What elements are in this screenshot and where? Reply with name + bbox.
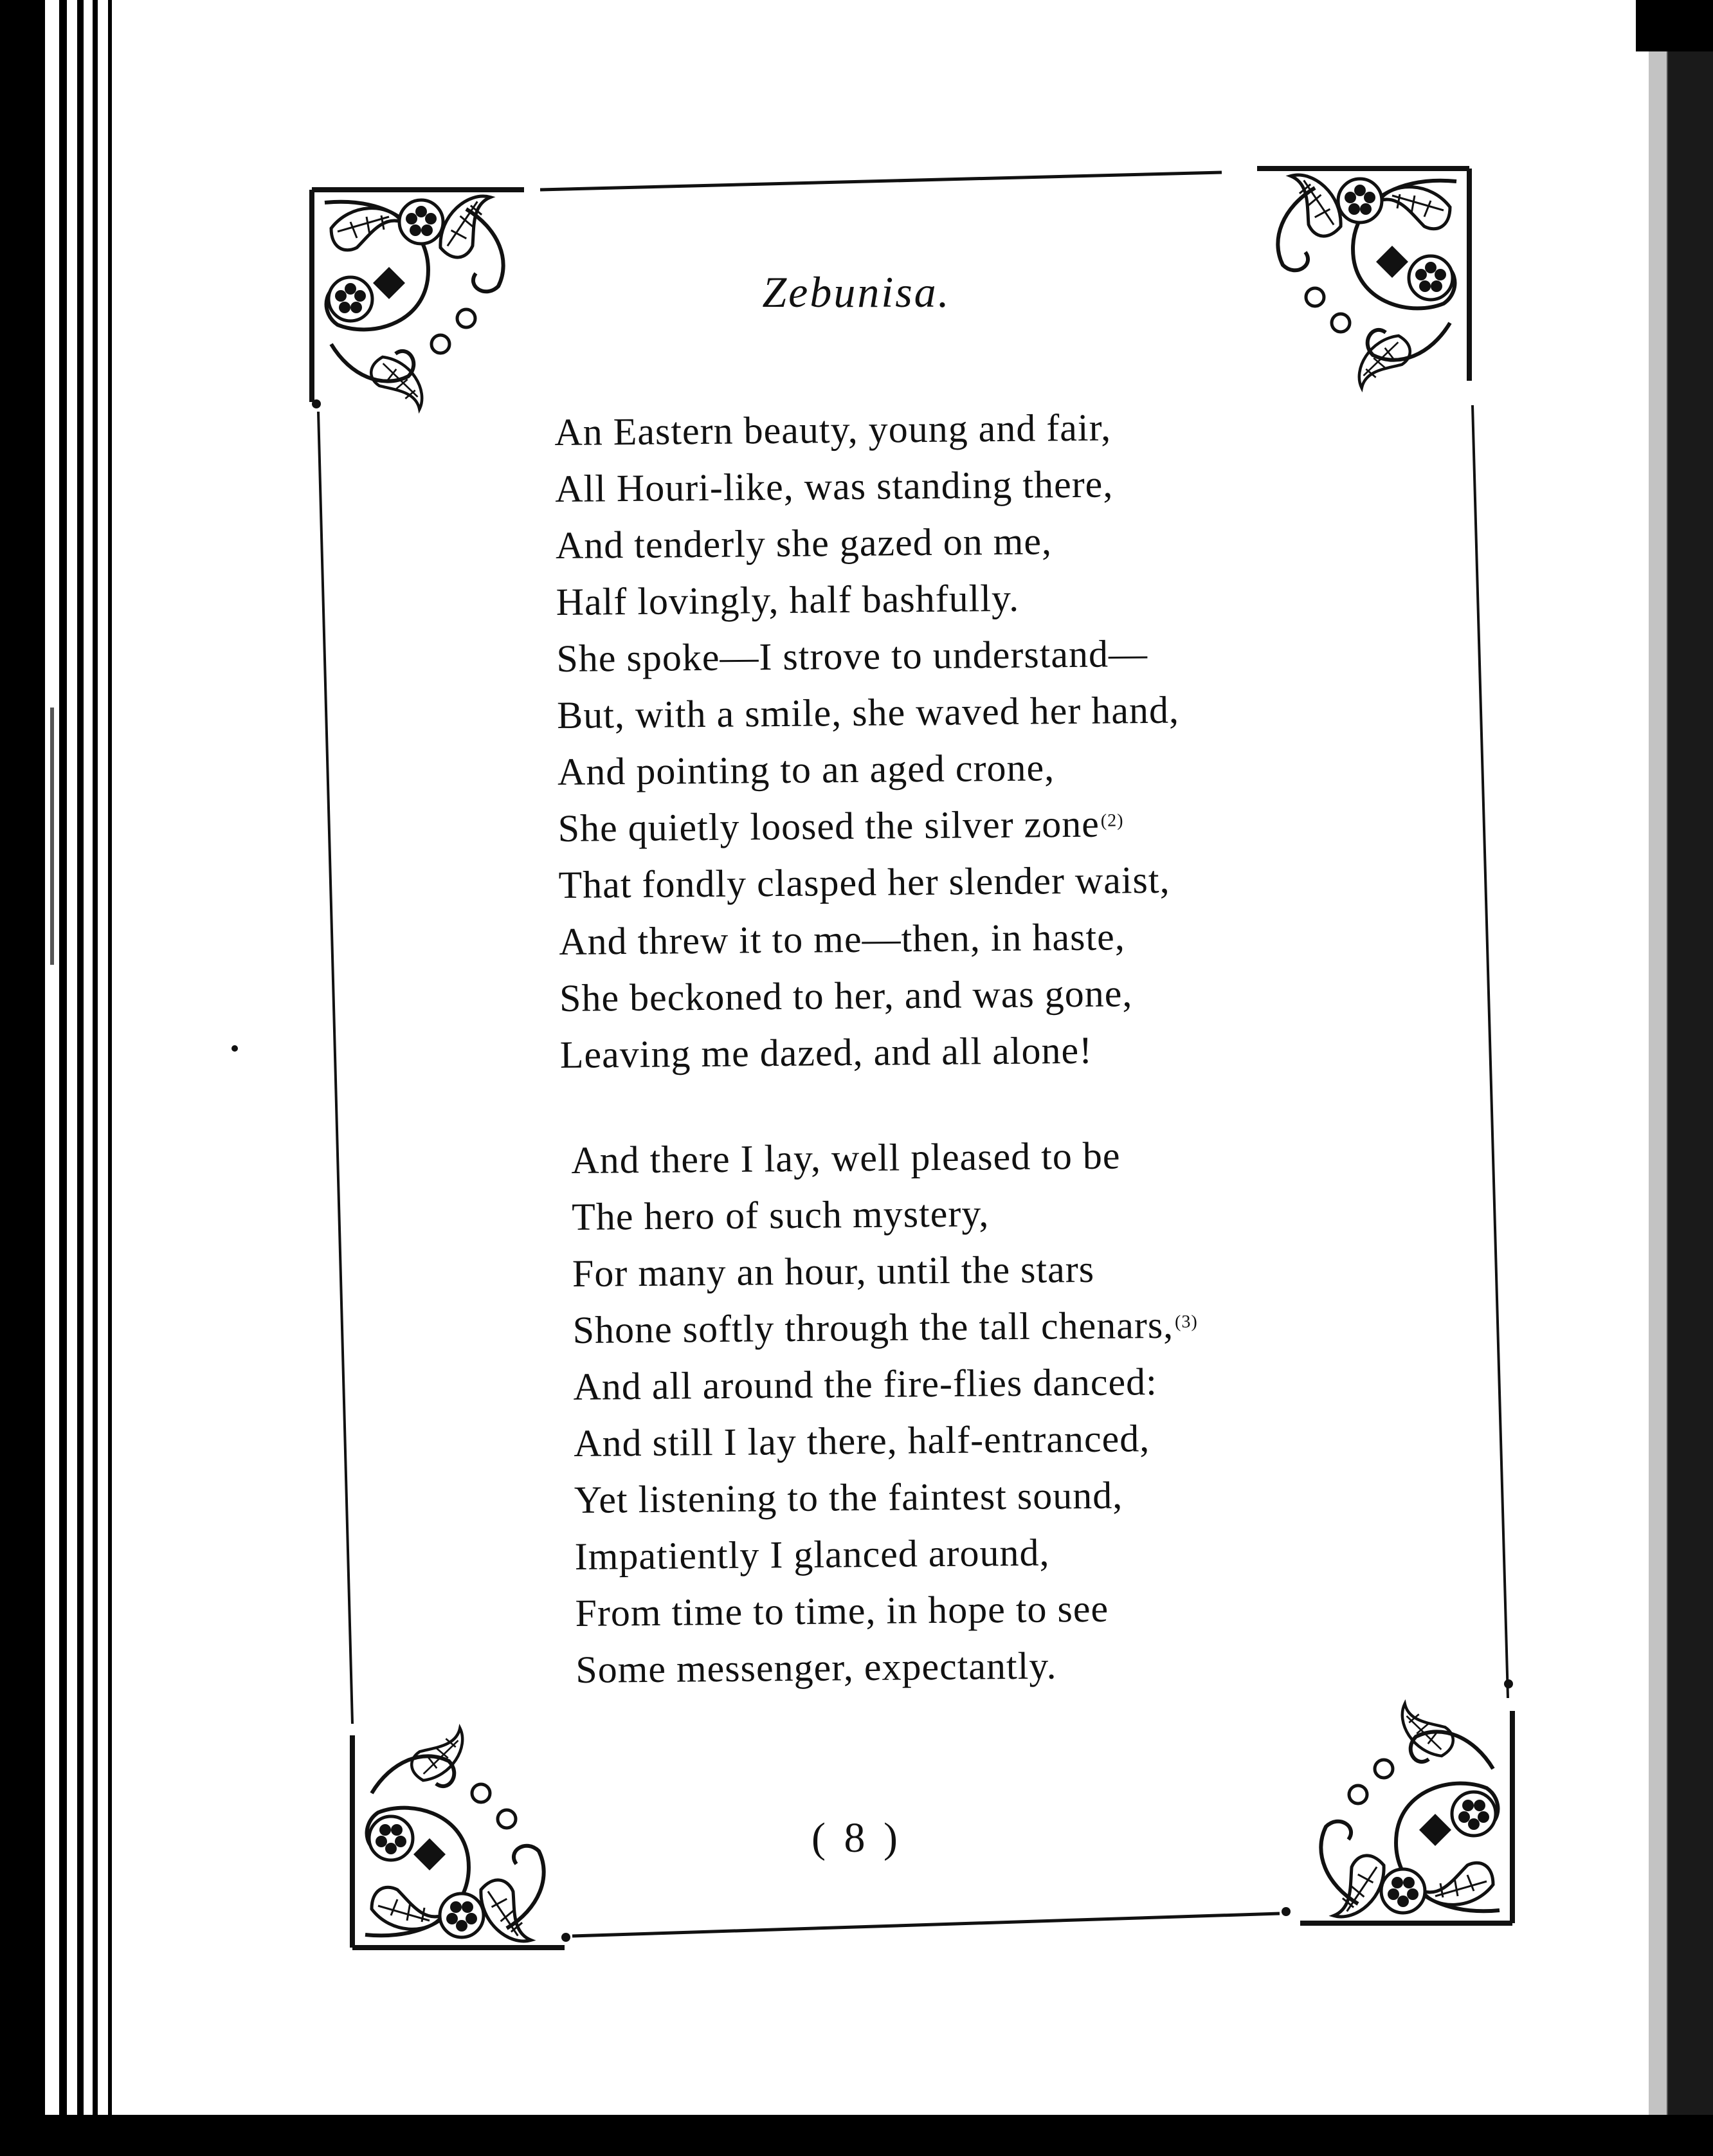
poem-line: Yet listening to the faintest sound,: [574, 1474, 1123, 1521]
footnote-marker: (3): [1174, 1311, 1198, 1332]
poem-line: She beckoned to her, and was gone,: [559, 972, 1133, 1019]
poem-line: She spoke—I strove to understand—: [556, 632, 1148, 680]
poem-line: From time to time, in hope to see: [575, 1587, 1109, 1634]
footnote-marker: (2): [1100, 810, 1124, 831]
poem-line: Half lovingly, half bashfully.: [556, 576, 1020, 623]
poem-line: For many an hour, until the stars: [572, 1247, 1095, 1295]
poem-line: Shone softly through the tall chenars,$^{(3)}$: [572, 1303, 1198, 1351]
poem-line: But, with a smile, she waved her hand,: [556, 688, 1180, 736]
poem-line: Leaving me dazed, and all alone!: [559, 1028, 1093, 1076]
stanza-1: [554, 399, 1183, 1083]
poem-line: All Houri-like, was standing there,: [554, 462, 1114, 510]
poem-line: Impatiently I glanced around,: [574, 1531, 1050, 1578]
poem-line: And still I lay there, half-entranced,: [573, 1417, 1150, 1465]
floral-corner-ornament-icon: [1300, 1691, 1512, 1926]
poem-line: And there I lay, well pleased to be: [571, 1134, 1121, 1182]
poem-line: That fondly clasped her slender waist,: [558, 858, 1170, 906]
poem-title: Zebunisa.: [762, 268, 951, 316]
poem-line: The hero of such mystery,: [571, 1192, 990, 1238]
poem-line: And all around the fire-flies danced:: [573, 1360, 1158, 1408]
poem-line: She quietly loosed the silver zone$^{(2)}$: [557, 802, 1124, 850]
poem-line: An Eastern beauty, young and fair,: [554, 406, 1112, 453]
poem-line: And pointing to an aged crone,: [557, 746, 1055, 793]
poem-line: And tenderly she gazed on me,: [555, 520, 1053, 567]
stanza-2: [571, 1127, 1201, 1698]
poem-line: Some messenger, expectantly.: [576, 1644, 1057, 1691]
poem-line: And threw it to me—then, in haste,: [559, 915, 1126, 963]
page-number: ( 8 ): [811, 1814, 902, 1861]
